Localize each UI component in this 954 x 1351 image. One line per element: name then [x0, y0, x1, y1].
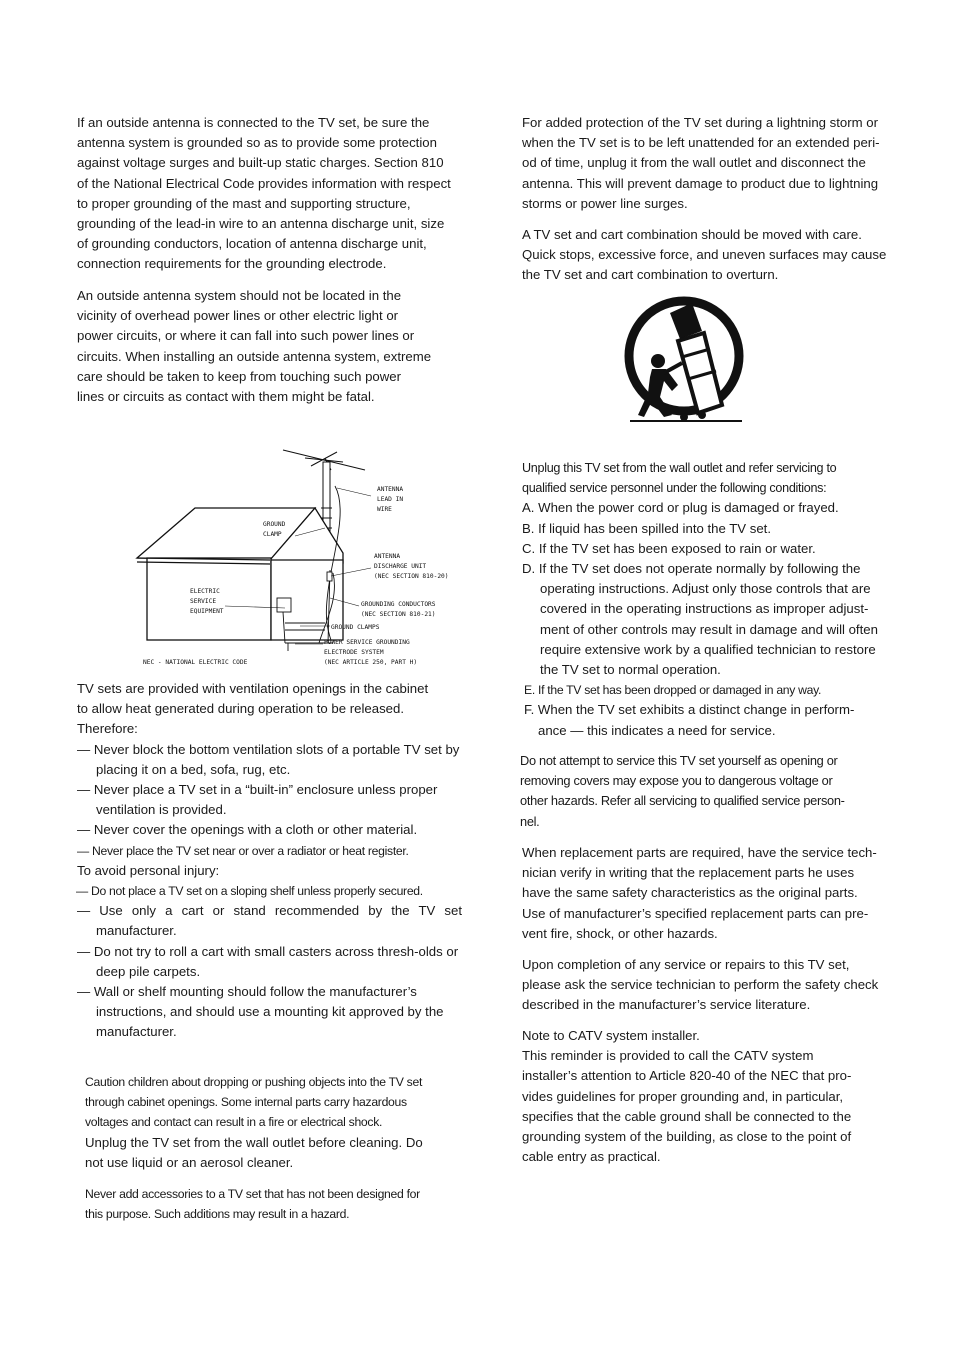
text-line: Unplug the TV set from the wall outlet before cleaning. Do	[85, 1134, 423, 1150]
ground-clamp-label: GROUND	[263, 521, 286, 528]
lightning-paragraph	[522, 113, 900, 214]
text-line: grounding system of the building, as close to the point of	[522, 1129, 852, 1145]
text-line: An outside antenna system should not be located in the	[77, 288, 402, 303]
text-line: have the same safety characteristics as the original parts.	[522, 885, 858, 901]
antenna-grounding-paragraph	[77, 113, 462, 275]
text-line: vicinity of overhead power lines or other electric light or	[77, 308, 399, 324]
text-line: storms or power line surges.	[522, 195, 688, 211]
text-line: Therefore:	[77, 721, 138, 737]
text-line: TV sets are provided with ventilation openings in the cabinet	[77, 681, 429, 696]
grounding-conductors-label: (NEC SECTION 810-21)	[361, 611, 436, 618]
cart-paragraph	[522, 225, 900, 286]
electric-service-label: EQUIPMENT	[190, 608, 224, 615]
antenna-label: LEAD IN	[377, 496, 404, 503]
service-conditions-paragraph	[522, 458, 900, 741]
text-line: grounding of the lead-in wire to an antenna discharge unit, size	[77, 216, 445, 232]
text-line: specifies that the cable ground shall be connected to the	[522, 1108, 852, 1124]
list-item: — Never place the TV set near or over a radiator or heat register.	[77, 843, 409, 858]
text-line: Do not attempt to service this TV set yourself as opening or	[520, 753, 838, 768]
power-service-label: POWER SERVICE GROUNDING	[324, 639, 410, 646]
replacement-parts-paragraph	[522, 843, 900, 944]
no-service-paragraph	[520, 751, 898, 832]
text-line: against voltage surges and built-up static charges. Section 810	[77, 155, 444, 171]
list-item: — Never cover the openings with a cloth or other material.	[77, 822, 418, 838]
list-item: E. If the TV set has been dropped or damaged in any way.	[524, 683, 822, 698]
text-line: care should be taken to keep from touching such power	[77, 368, 402, 384]
text-line: When replacement parts are required, have the service tech-	[522, 845, 877, 860]
list-item: covered in the operating instructions as improper adjust-	[540, 601, 869, 617]
text-line: through cabinet openings. Some internal parts carry hazardous	[85, 1095, 407, 1110]
antenna-label: ANTENNA	[377, 486, 404, 493]
text-line: connection requirements for the grounding electrode.	[77, 256, 387, 272]
text-line: Never add accessories to a TV set that has not been designed for	[85, 1187, 420, 1201]
text-line: nel.	[520, 813, 540, 829]
electric-service-label: SERVICE	[190, 598, 217, 605]
text-line: to proper grounding of the mast and supporting structure,	[77, 195, 411, 211]
text-line: not use liquid or an aerosol cleaner.	[85, 1154, 294, 1170]
accessories-paragraph	[85, 1184, 465, 1224]
catv-note-paragraph	[522, 1026, 900, 1167]
list-item: — Wall or shelf mounting should follow the manufacturer’s instructions, and should use a mounting kit approved by the manufacturer.	[77, 984, 444, 1040]
injury-heading: To avoid personal injury:	[77, 862, 220, 878]
text-line: Note to CATV system installer.	[522, 1028, 700, 1043]
list-item: A. When the power cord or plug is damaged or frayed.	[522, 500, 839, 516]
list-item: — Never place a TV set in a “built-in” enclosure unless proper ventilation is provided.	[77, 782, 438, 818]
list-item: C. If the TV set has been exposed to rain or water.	[522, 540, 816, 556]
text-line: nician verify in writing that the replacement parts he uses	[522, 865, 855, 881]
list-item: — Use only a cart or stand recommended by the TV set manufacturer.	[77, 903, 462, 939]
text-line: this purpose. Such additions may result in a hazard.	[85, 1207, 350, 1222]
text-line: vides guidelines for proper grounding and, in particular,	[522, 1088, 844, 1104]
list-item: ance — this indicates a need for service.	[538, 722, 776, 738]
text-line: qualified service personnel under the following conditions:	[522, 481, 827, 496]
text-line: removing covers may expose you to dangerous voltage or	[520, 773, 833, 789]
text-line: od of time, unplug it from the wall outlet and disconnect the	[522, 155, 866, 171]
ground-clamp-label: CLAMP	[263, 531, 282, 538]
antenna-label: WIRE	[377, 506, 392, 513]
list-item: the TV set to normal operation.	[540, 662, 721, 678]
text-line: cable entry as practical.	[522, 1149, 661, 1165]
caution-paragraph	[85, 1072, 465, 1173]
text-line: power circuits, or where it can fall into such power lines or	[77, 328, 415, 344]
text-line: antenna system is grounded so as to provide some protection	[77, 135, 437, 151]
text-line: If an outside antenna is connected to the TV set, be sure the	[77, 115, 430, 130]
text-line: circuits. When installing an outside antenna system, extreme	[77, 348, 432, 364]
text-line: Unplug this TV set from the wall outlet and refer servicing to	[522, 461, 837, 475]
grounding-conductors-label: GROUNDING CONDUCTORS	[361, 601, 436, 608]
text-line: described in the manufacturer’s service literature.	[522, 997, 811, 1013]
list-item: operating instructions. Adjust only those controls that are	[540, 581, 871, 597]
text-line: the TV set and cart combination to overturn.	[522, 267, 779, 283]
ground-clamps-label: GROUND CLAMPS	[331, 624, 380, 631]
nec-caption: NEC - NATIONAL ELECTRIC CODE	[143, 659, 248, 666]
house-icon	[137, 508, 343, 640]
list-item: D. If the TV set does not operate normally by following the	[522, 561, 861, 577]
safety-check-paragraph	[522, 955, 900, 1016]
discharge-unit-label: (NEC SECTION 810-20)	[374, 573, 449, 580]
list-item: — Never block the bottom ventilation slots of a portable TV set by placing it on a bed, sofa, rug, etc.	[77, 741, 460, 777]
text-line: For added protection of the TV set during a lightning storm or	[522, 115, 879, 130]
cart-tip-over-warning-icon	[622, 293, 746, 425]
text-line: to allow heat generated during operation to be released.	[77, 701, 404, 717]
list-item: B. If liquid has been spilled into the TV set.	[522, 520, 772, 536]
text-line: Caution children about dropping or pushing objects into the TV set	[85, 1075, 423, 1089]
electric-service-label: ELECTRIC	[190, 588, 220, 595]
power-lines-paragraph	[77, 286, 462, 407]
antenna-grounding-diagram	[125, 448, 465, 673]
text-line: please ask the service technician to perform the safety check	[522, 977, 879, 993]
power-service-label: ELECTRODE SYSTEM	[324, 649, 384, 656]
text-line: Quick stops, excessive force, and uneven surfaces may cause	[522, 247, 887, 263]
text-line: This reminder is provided to call the CATV system	[522, 1048, 814, 1064]
text-line: vent fire, shock, or other hazards.	[522, 925, 718, 941]
text-line: Use of manufacturer’s specified replacement parts can pre-	[522, 905, 869, 921]
list-item: F. When the TV set exhibits a distinct change in perform-	[524, 702, 855, 718]
ventilation-paragraph	[77, 679, 462, 1043]
list-item: — Do not place a TV set on a sloping shelf unless properly secured.	[76, 884, 423, 899]
power-service-label: (NEC ARTICLE 250, PART H)	[324, 659, 418, 666]
text-line: A TV set and cart combination should be moved with care.	[522, 227, 862, 242]
text-line: other hazards. Refer all servicing to qualified service person-	[520, 793, 845, 809]
list-item: ment of other controls may result in damage and will often	[540, 621, 878, 637]
list-item: — Do not try to roll a cart with small casters across thresh-olds or deep pile carpets.	[77, 943, 459, 979]
text-line: installer’s attention to Article 820-40 of the NEC that pro-	[522, 1068, 852, 1084]
text-line: antenna. This will prevent damage to product due to lightning	[522, 175, 879, 191]
text-line: of grounding conductors, location of antenna discharge unit,	[77, 236, 427, 252]
list-item: require extensive work by a qualified technician to restore	[540, 641, 876, 657]
discharge-unit-label: ANTENNA	[374, 553, 401, 560]
text-line: when the TV set is to be left unattended for an extended peri-	[522, 135, 880, 151]
text-line: lines or circuits as contact with them might be fatal.	[77, 389, 375, 405]
discharge-unit-label: DISCHARGE UNIT	[374, 563, 427, 570]
text-line: voltages and contact can result in a fire or electrical shock.	[85, 1115, 383, 1130]
text-line: of the National Electrical Code provides information with respect	[77, 175, 451, 191]
text-line: Upon completion of any service or repairs to this TV set,	[522, 957, 850, 972]
